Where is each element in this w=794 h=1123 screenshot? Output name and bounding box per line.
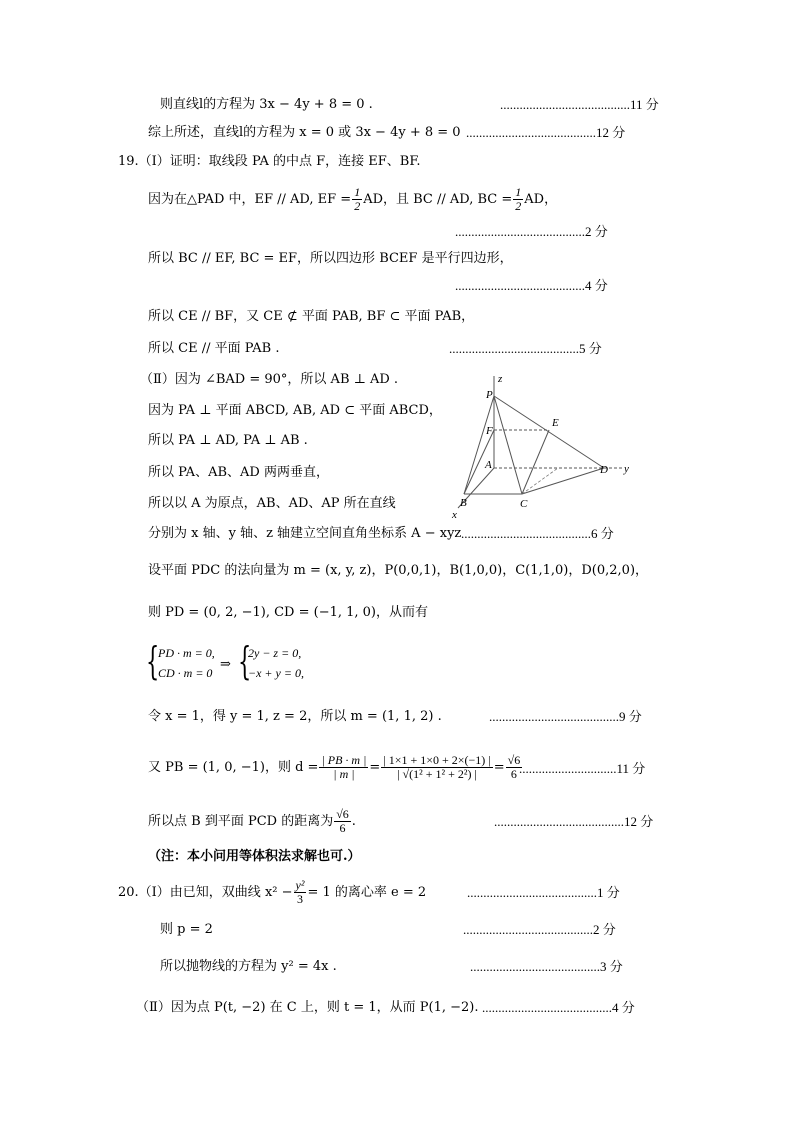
label-z: z [498,373,503,385]
score-6: ........................................6 分 [461,526,614,541]
hyperbola-den: 3 [296,892,303,906]
line-l10: 所以 PA ⊥ AD, PA ⊥ AB . [148,433,308,448]
line-l17 [148,750,523,786]
score-4b: ........................................4 分 [482,1000,635,1015]
d2-den: | √(1² + 1² + 2²) | [397,767,477,781]
line-l1: 则直线l的方程为 3x − 4y + 8 = 0 . [160,97,373,112]
label-x: x [452,509,457,521]
half-num: 1 [354,185,361,199]
sys-eq-2: CD · m = 0 [158,666,213,680]
label-E: E [552,417,559,429]
line-l7: 所以 CE // 平面 PAB . [148,341,280,356]
edge-PC [494,396,522,494]
line-l13: 分别为 x 轴、y 轴、z 轴建立空间直角坐标系 A − xyz [148,526,462,541]
d3-num: √6 [507,753,521,767]
l19-part-a: 20.（Ⅰ）由已知，双曲线 x² − [118,885,293,900]
line-l15: 则 PD = (0, 2, −1), CD = (−1, 1, 0)，从而有 [148,605,429,620]
sys-eq-3: 2y − z = 0, [248,646,302,660]
l4-part-c: AD， [524,192,558,207]
score-11: ........................................11 分 [500,97,659,112]
score-3: ........................................3 分 [470,959,623,974]
line-l5: 所以 BC // EF, BC = EF，所以四边形 BCEF 是平行四边形， [148,251,513,266]
score-1: ........................................1 分 [467,885,620,900]
fraction-hyperbola [294,879,307,906]
left-brace-2: { [238,639,252,683]
line-l20: 则 p = 2 [160,922,213,937]
l17-part-a: 又 PB = (1, 0, −1)，则 d = [148,760,319,775]
line-19-title: 19.（Ⅰ）证明：取线段 PA 的中点 F，连接 EF、BF. [118,154,421,169]
note: （注：本小问用等体积法求解也可.） [148,849,361,864]
edge-CD [522,468,604,494]
l4-part-b: AD，且 BC // AD, BC = [363,192,513,207]
line-l2: 综上所述，直线l的方程为 x = 0 或 3x − 4y + 8 = 0 [148,125,461,140]
half-den: 2 [354,199,361,213]
label-P: P [486,389,493,401]
d2-num: | 1×1 + 1×0 + 2×(−1) | [383,753,491,767]
d3-den: 6 [510,767,517,781]
fraction-d2 [381,754,492,781]
line-l19 [118,878,426,908]
hyperbola-num: y² [295,878,305,892]
edge-PD [494,396,604,468]
pyramid-figure [438,372,638,522]
left-brace-1: { [146,639,160,683]
label-C: C [520,498,528,510]
score-4: ........................................4 分 [455,278,608,293]
eq-sign-1: = [369,760,381,775]
label-F: F [486,425,493,437]
d1-num: | PB · m | [321,753,367,767]
edge-PB [464,396,494,494]
score-12b: ........................................12 分 [494,814,654,829]
fraction-result [334,808,351,835]
line-l6: 所以 CE // BF，又 CE ⊄ 平面 PAB, BF ⊂ 平面 PAB， [148,309,475,324]
label-D: D [600,464,608,476]
score-12: ........................................12 分 [466,125,626,140]
line-l11: 所以 PA、AB、AD 两两垂直， [148,465,329,480]
fraction-half-2 [513,186,523,213]
sys-eq-1: PD · m = 0, [158,646,215,660]
line-l14: 设平面 PDC 的法向量为 m = (x, y, z)，P(0,0,1)，B(1,0,0)，C(1,1,0)，D(0,2,0)， [148,563,649,578]
line-l12: 所以以 A 为原点，AB、AD、AP 所在直线 [148,496,396,511]
line-l22: （Ⅱ）因为点 P(t, −2) 在 C 上，则 t = 1，从而 P(1, −2). [136,1000,479,1015]
l4-part-a: 因为在△PAD 中，EF // AD, EF = [148,192,352,207]
eq-sign-2: = [493,760,505,775]
fraction-half-1 [352,186,362,213]
score-9: ........................................9 分 [489,709,642,724]
l18-dot: . [351,814,356,829]
line-l16: 令 x = 1，得 y = 1, z = 2，所以 m = (1, 1, 2) . [148,709,442,724]
line-l4 [148,186,557,213]
score-11b: ..............................11 分 [519,761,646,776]
line-l9: 因为 PA ⊥ 平面 ABCD, AB, AD ⊂ 平面 ABCD， [148,403,442,418]
label-y: y [624,463,629,475]
result-num: √6 [336,807,349,821]
label-B: B [460,497,467,509]
line-l18 [148,804,356,840]
score-2: ........................................2 分 [455,224,608,239]
line-l8: （Ⅱ）因为 ∠BAD = 90°，所以 AB ⊥ AD . [140,372,399,387]
half-num-2: 1 [515,185,522,199]
d1-den: | m | [333,767,355,781]
half-den-2: 2 [515,199,522,213]
l19-part-b: = 1 的离心率 e = 2 [307,885,427,900]
line-l21: 所以抛物线的方程为 y² = 4x . [160,959,337,974]
sys-eq-4: −x + y = 0, [248,666,304,680]
fraction-d1 [319,754,368,781]
l18-part-a: 所以点 B 到平面 PCD 的距离为 [148,814,334,829]
score-5: ........................................5 分 [449,341,602,356]
implies-arrow: ⇒ [220,656,231,671]
score-2b: ........................................2 分 [463,922,616,937]
label-A: A [485,459,492,471]
result-den: 6 [339,821,346,835]
